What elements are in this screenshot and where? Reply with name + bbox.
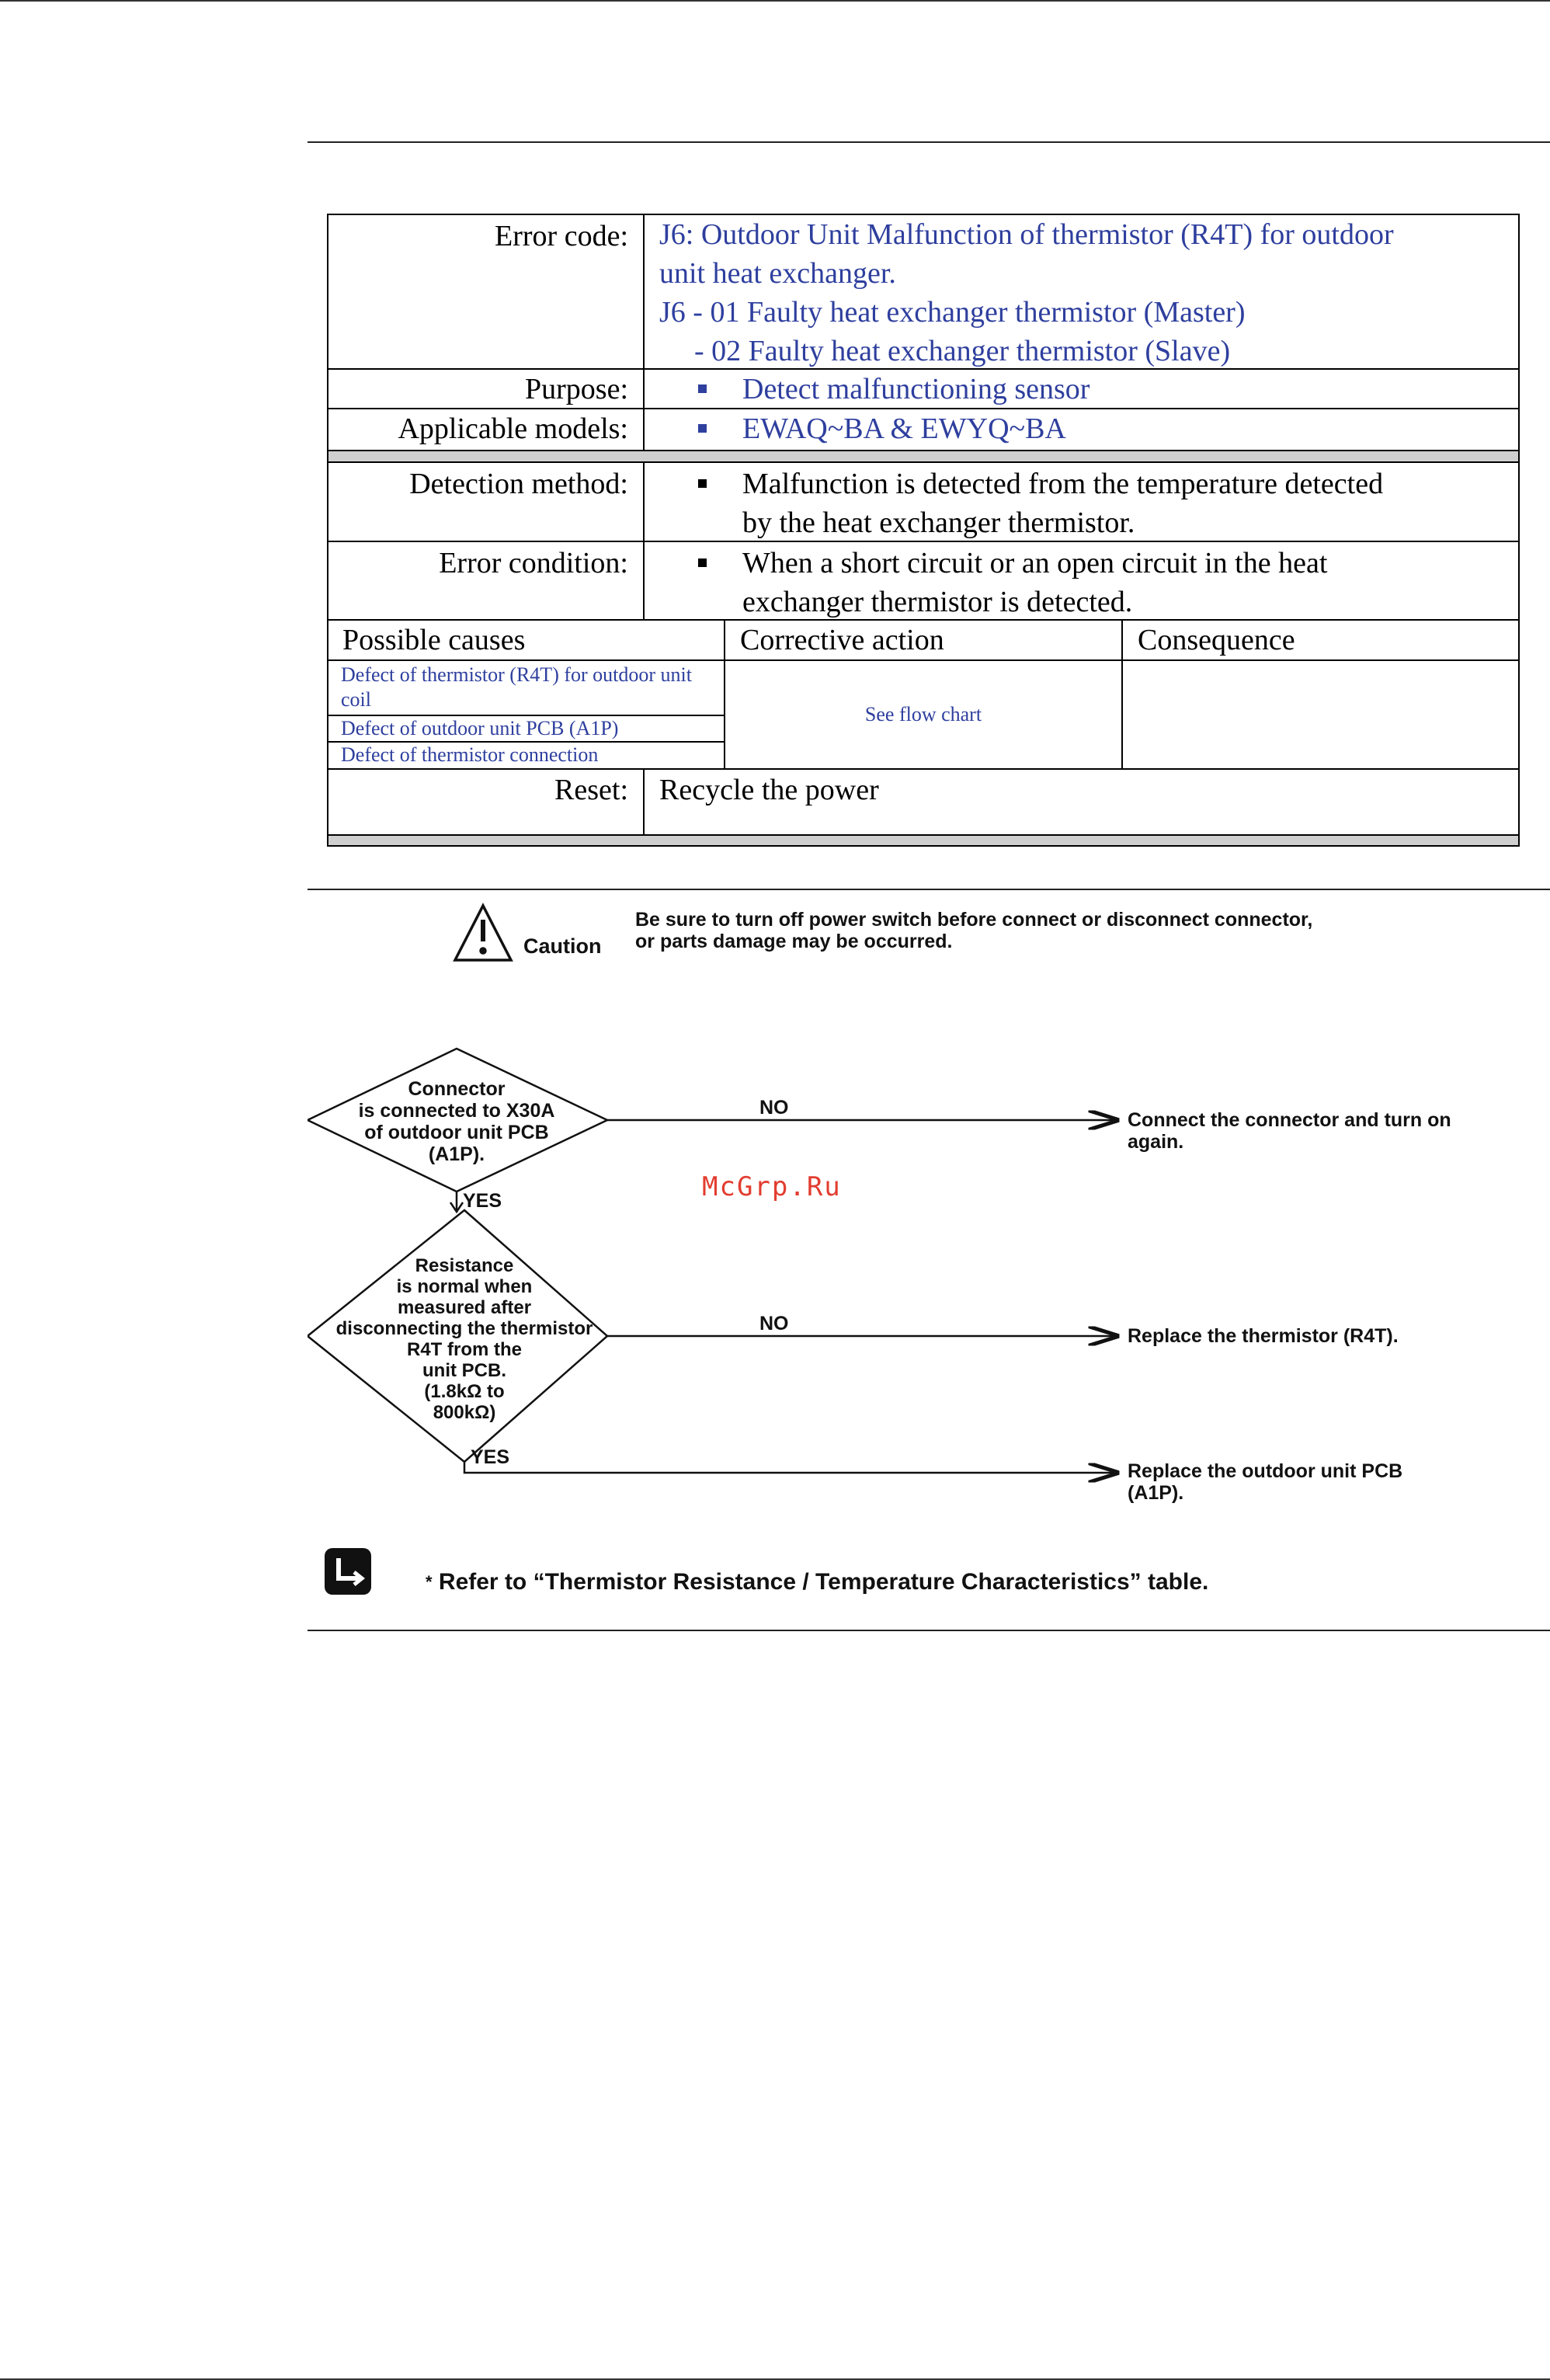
section-rule-top	[308, 141, 1550, 143]
error-code-line-1: J6: Outdoor Unit Malfunction of thermistor (R4T) for outdoor	[659, 218, 1394, 251]
no-label-2: NO	[759, 1313, 789, 1334]
error-code-line-2: unit heat exchanger.	[659, 257, 896, 290]
note-asterisk: *	[426, 1572, 433, 1592]
models-value: EWAQ~BA & EWYQ~BA	[742, 412, 1066, 445]
bullet-icon	[698, 424, 707, 433]
table-grey-band-2	[327, 835, 1520, 847]
page-top-rule	[0, 0, 1550, 2]
decision-2-line-7: (1.8kΩ to	[424, 1381, 505, 1402]
decision-1-line-4: (A1P).	[428, 1143, 485, 1165]
bullet-icon	[698, 479, 707, 488]
caution-text-line-1: Be sure to turn off power switch before connect or disconnect connector,	[635, 909, 1313, 931]
error-code-value	[644, 215, 1520, 371]
section-rule-bottom	[308, 1630, 1550, 1631]
purpose-value-row	[644, 370, 1520, 409]
models-value-row	[644, 409, 1520, 448]
error-code-line-4: - 02 Faulty heat exchanger thermistor (Slave)	[694, 335, 1231, 367]
models-label: Applicable models:	[398, 412, 628, 445]
result-3-line-2: (A1P).	[1128, 1482, 1184, 1504]
troubleshooting-flowchart	[308, 901, 1550, 1631]
detection-line-2: by the heat exchanger thermistor.	[742, 506, 1135, 539]
corrective-action-value: See flow chart	[864, 703, 982, 725]
detection-label: Detection method:	[409, 468, 628, 500]
decision-2-line-1: Resistance	[415, 1255, 514, 1276]
result-1-text	[1128, 1109, 1451, 1153]
watermark-text: McGrp.Ru	[702, 1171, 842, 1202]
result-3-text	[1128, 1460, 1402, 1504]
yes-arrow-2	[464, 1462, 1117, 1473]
no-label-1: NO	[759, 1097, 789, 1119]
detection-value	[644, 465, 1520, 542]
decision-1-line-2: is connected to X30A	[358, 1100, 555, 1122]
result-3-line-1: Replace the outdoor unit PCB	[1128, 1460, 1403, 1482]
detection-line-1: Malfunction is detected from the temperature detected	[742, 468, 1384, 500]
purpose-label: Purpose:	[525, 373, 628, 405]
error-code-label: Error code:	[495, 220, 628, 252]
caution-icon	[455, 906, 511, 960]
result-1-line-1: Connect the connector and turn on	[1128, 1109, 1451, 1131]
cause-3: Defect of thermistor connection	[341, 743, 599, 766]
result-1-line-2: again.	[1128, 1131, 1184, 1153]
caution-text	[635, 909, 1312, 952]
reset-label: Reset:	[554, 774, 628, 806]
note-arrow-icon	[325, 1548, 371, 1595]
table-grey-band-1	[327, 451, 1520, 462]
decision-2-line-2: is normal when	[396, 1276, 533, 1297]
header-consequence: Consequence	[1138, 624, 1295, 656]
decision-2-line-4: disconnecting the thermistor	[335, 1318, 593, 1339]
cause-1: Defect of thermistor (R4T) for outdoor unit coil	[341, 663, 692, 711]
note-text	[426, 1569, 1208, 1597]
yes-label-2: YES	[471, 1446, 510, 1468]
decision-2-text	[308, 1255, 621, 1423]
section-rule-middle	[308, 889, 1550, 890]
condition-value	[644, 544, 1520, 621]
decision-2-line-8: 800kΩ)	[433, 1402, 496, 1423]
decision-1-line-3: of outdoor unit PCB	[364, 1122, 549, 1143]
header-corrective-action: Corrective action	[740, 624, 944, 656]
error-code-line-3: J6 - 01 Faulty heat exchanger thermistor (Master)	[659, 296, 1246, 329]
decision-2-line-5: R4T from the	[406, 1339, 522, 1360]
condition-label: Error condition:	[439, 547, 628, 579]
note-line: Refer to “Thermistor Resistance / Temperature Characteristics” table.	[438, 1569, 1209, 1595]
caution-label: Caution	[523, 934, 602, 958]
decision-1-text	[332, 1078, 581, 1165]
decision-2-line-6: unit PCB.	[422, 1360, 506, 1381]
yes-label-1: YES	[463, 1190, 502, 1212]
decision-1-line-1: Connector	[408, 1078, 506, 1100]
cause-2: Defect of outdoor unit PCB (A1P)	[341, 717, 619, 739]
bullet-icon	[698, 558, 707, 567]
condition-line-2: exchanger thermistor is detected.	[742, 586, 1133, 618]
caution-text-line-2: or parts damage may be occurred.	[635, 931, 953, 952]
header-possible-causes: Possible causes	[342, 624, 526, 656]
bullet-icon	[698, 384, 707, 393]
condition-line-1: When a short circuit or an open circuit in the heat	[742, 547, 1328, 579]
error-code-table	[327, 214, 1520, 847]
decision-2-line-3: measured after	[397, 1297, 532, 1318]
result-2-text: Replace the thermistor (R4T).	[1128, 1325, 1399, 1347]
purpose-value: Detect malfunctioning sensor	[742, 373, 1090, 405]
reset-value: Recycle the power	[659, 774, 879, 806]
